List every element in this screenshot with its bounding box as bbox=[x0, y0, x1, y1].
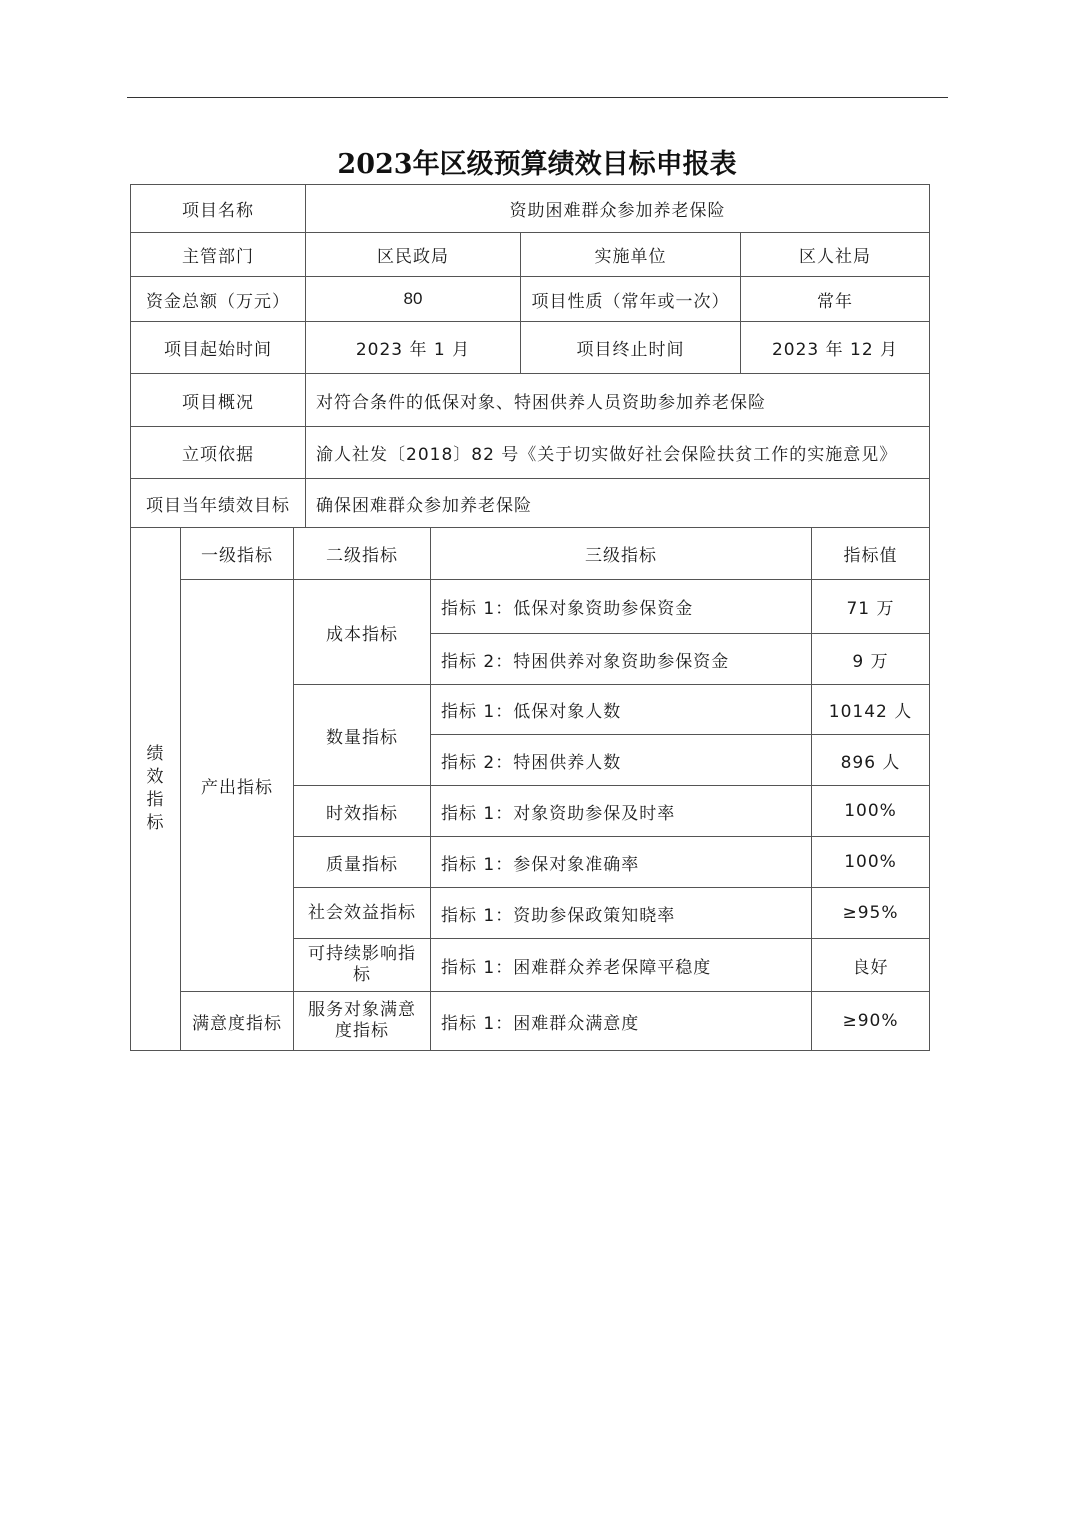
satisfaction-value: ≥90% bbox=[812, 992, 930, 1051]
project-name-label: 项目名称 bbox=[131, 185, 306, 233]
nature-value: 常年 bbox=[741, 277, 930, 322]
qty-indicator-2: 指标 2：特困供养人数 bbox=[431, 735, 812, 786]
overview-value: 对符合条件的低保对象、特困供养人员资助参加养老保险 bbox=[306, 374, 930, 427]
basis-value: 渝人社发〔2018〕82 号《关于切实做好社会保险扶贫工作的实施意见》 bbox=[306, 427, 930, 479]
nature-label: 项目性质（常年或一次） bbox=[521, 277, 741, 322]
time-indicator: 指标 1：对象资助参保及时率 bbox=[431, 786, 812, 837]
start-label: 项目起始时间 bbox=[131, 322, 306, 374]
table-row bbox=[131, 185, 930, 233]
quality-indicator: 指标 1：参保对象准确率 bbox=[431, 837, 812, 888]
table-row bbox=[131, 322, 930, 374]
output-label: 产出指标 bbox=[181, 580, 294, 992]
perf-side-label bbox=[131, 528, 181, 1051]
project-name-value: 资助困难群众参加养老保险 bbox=[306, 185, 930, 233]
header-rule bbox=[127, 97, 948, 98]
goal-label: 项目当年绩效目标 bbox=[131, 479, 306, 528]
table-row bbox=[131, 580, 930, 634]
overview-label: 项目概况 bbox=[131, 374, 306, 427]
impl-unit-label: 实施单位 bbox=[521, 233, 741, 277]
satisfaction-label: 满意度指标 bbox=[181, 992, 294, 1051]
funds-label: 资金总额（万元） bbox=[131, 277, 306, 322]
table-row bbox=[131, 528, 930, 580]
project-info-table bbox=[130, 184, 930, 528]
basis-label: 立项依据 bbox=[131, 427, 306, 479]
time-label: 时效指标 bbox=[294, 786, 431, 837]
header-level2: 二级指标 bbox=[294, 528, 431, 580]
qty-value-1: 10142 人 bbox=[812, 685, 930, 735]
funds-value: 80 bbox=[306, 277, 521, 322]
qty-value-2: 896 人 bbox=[812, 735, 930, 786]
end-value: 2023 年 12 月 bbox=[741, 322, 930, 374]
sustain-label: 可持续影响指标 bbox=[294, 939, 431, 992]
time-value: 100% bbox=[812, 786, 930, 837]
dept-label: 主管部门 bbox=[131, 233, 306, 277]
table-row bbox=[131, 233, 930, 277]
sustain-value: 良好 bbox=[812, 939, 930, 992]
header-level1: 一级指标 bbox=[181, 528, 294, 580]
cost-indicator-1: 指标 1：低保对象资助参保资金 bbox=[431, 580, 812, 634]
quality-value: 100% bbox=[812, 837, 930, 888]
cost-label: 成本指标 bbox=[294, 580, 431, 685]
service-label: 服务对象满意度指标 bbox=[294, 992, 431, 1051]
table-row bbox=[131, 427, 930, 479]
qty-indicator-1: 指标 1：低保对象人数 bbox=[431, 685, 812, 735]
header-level3: 三级指标 bbox=[431, 528, 812, 580]
end-label: 项目终止时间 bbox=[521, 322, 741, 374]
page-title: 2023年区级预算绩效目标申报表 bbox=[337, 149, 737, 180]
table-row bbox=[131, 374, 930, 427]
table-row bbox=[131, 479, 930, 528]
quality-label: 质量指标 bbox=[294, 837, 431, 888]
social-value: ≥95% bbox=[812, 888, 930, 939]
perf-side-text: 绩效指标 bbox=[146, 744, 165, 833]
cost-value-1: 71 万 bbox=[812, 580, 930, 634]
header-value: 指标值 bbox=[812, 528, 930, 580]
dept-value: 区民政局 bbox=[306, 233, 521, 277]
impl-unit-value: 区人社局 bbox=[741, 233, 930, 277]
cost-indicator-2: 指标 2：特困供养对象资助参保资金 bbox=[431, 634, 812, 685]
social-label: 社会效益指标 bbox=[294, 888, 431, 939]
table-row bbox=[131, 992, 930, 1051]
cost-value-2: 9 万 bbox=[812, 634, 930, 685]
goal-value: 确保困难群众参加养老保险 bbox=[306, 479, 930, 528]
performance-table bbox=[130, 527, 930, 1051]
qty-label: 数量指标 bbox=[294, 685, 431, 786]
sustain-indicator: 指标 1：困难群众养老保障平稳度 bbox=[431, 939, 812, 992]
social-indicator: 指标 1：资助参保政策知晓率 bbox=[431, 888, 812, 939]
satisfaction-indicator: 指标 1：困难群众满意度 bbox=[431, 992, 812, 1051]
start-value: 2023 年 1 月 bbox=[306, 322, 521, 374]
table-row bbox=[131, 277, 930, 322]
